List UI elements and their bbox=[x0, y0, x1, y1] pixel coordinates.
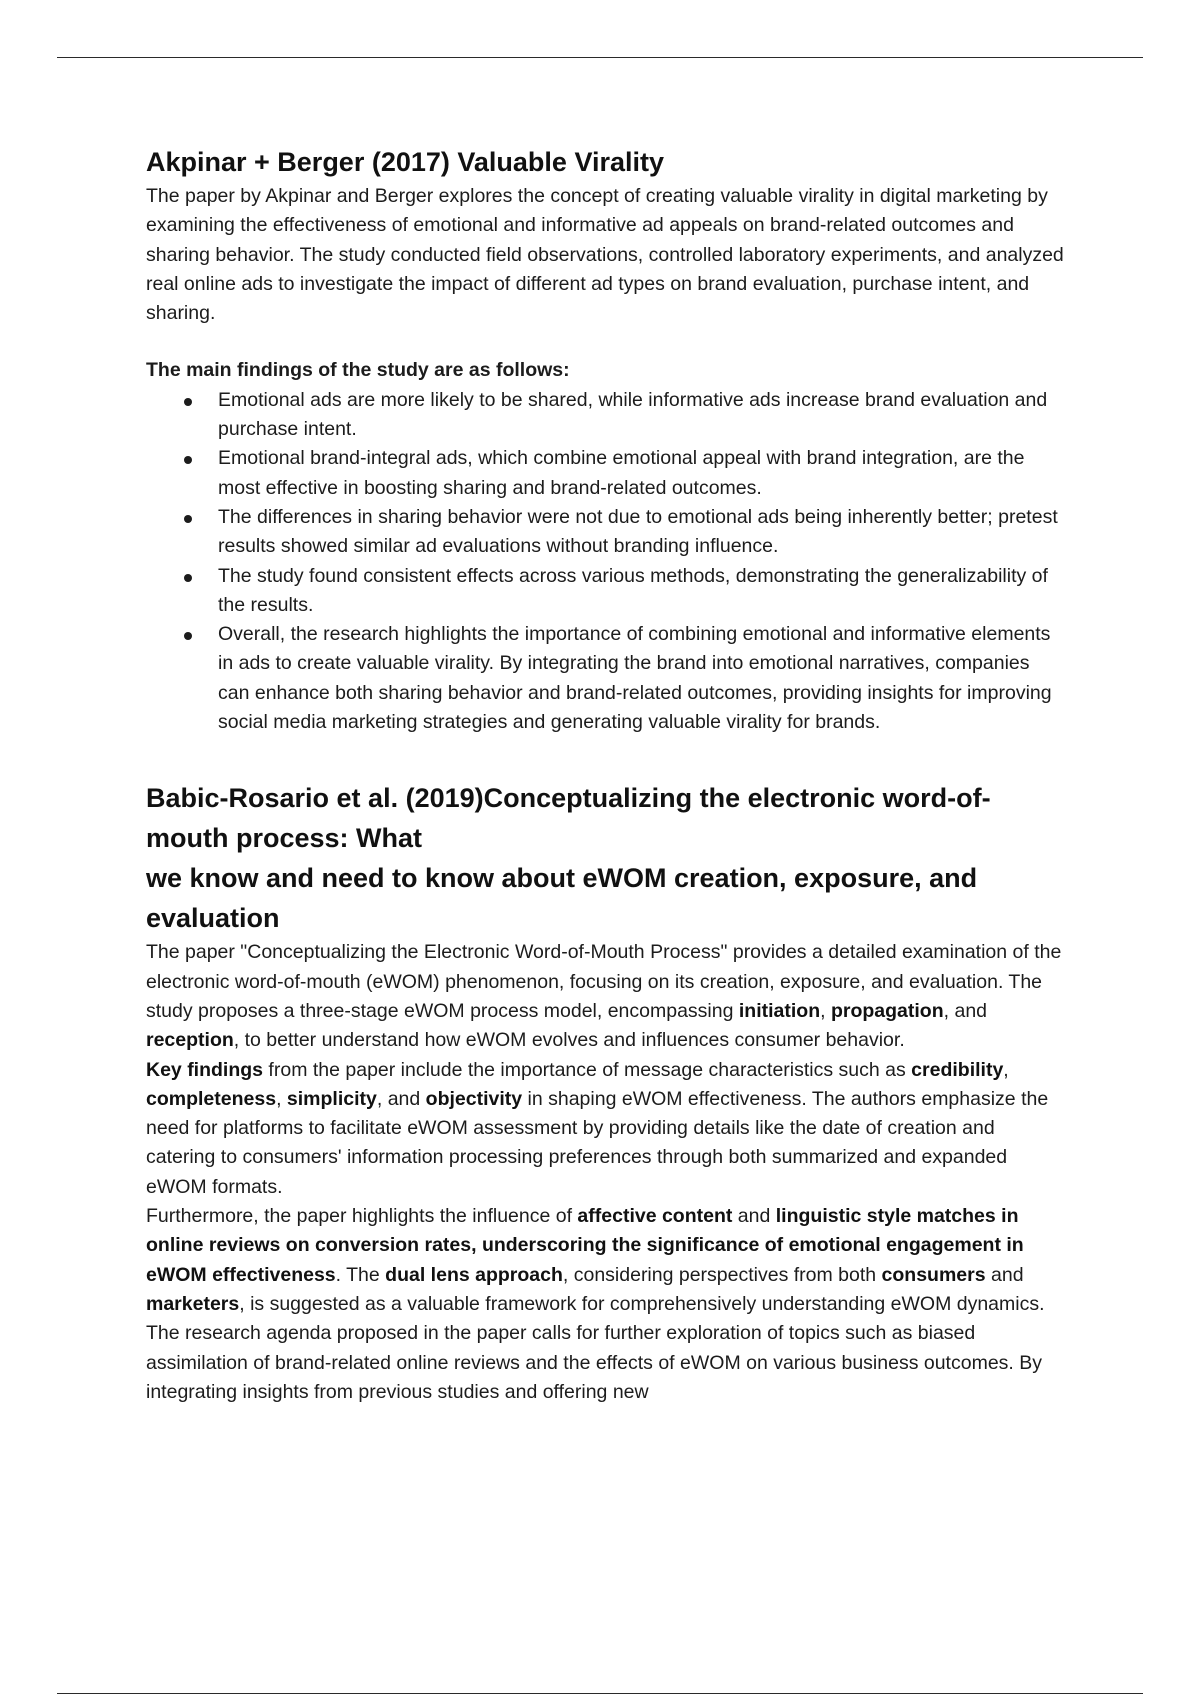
findings-heading: The main findings of the study are as follows: bbox=[146, 359, 570, 382]
body-text: . The bbox=[335, 1263, 386, 1286]
bullet-icon bbox=[184, 398, 192, 406]
bold-term: marketers bbox=[146, 1292, 240, 1315]
body-text: and bbox=[985, 1263, 1024, 1286]
list-item bbox=[146, 386, 1066, 445]
bullet-icon bbox=[184, 632, 192, 640]
bold-term: dual lens approach bbox=[385, 1263, 563, 1286]
list-item bbox=[146, 444, 1066, 503]
bold-term: simplicity bbox=[286, 1087, 377, 1110]
list-item-text: The study found consistent effects across various methods, demonstrating the generalizability of the results. bbox=[218, 564, 1048, 616]
list-item-text: Overall, the research highlights the importance of combining emotional and informative elements in ads to create valuable virality. By integrating the brand into emotional narratives, companies can enhance both sharing behavior and brand-related outcomes, providing insights for improving social media marketing strategies and generating valuable virality for brands. bbox=[218, 623, 1052, 734]
bullet-icon bbox=[184, 456, 192, 464]
section-intro-paragraph: The paper by Akpinar and Berger explores the concept of creating valuable virality in digital marketing by examining the effectiveness of emotional and informative ad appeals on brand-related outcomes and sharing behavior. The study conducted field observations, controlled laboratory experiments, and analyzed real online ads to investigate the impact of different ad types on brand evaluation, purchase intent, and sharing. bbox=[146, 185, 1064, 325]
bold-term: linguistic style matches in online reviews on conversion rates, underscoring the significance of emotional engagement in eWOM effectiveness bbox=[146, 1205, 1024, 1286]
body-paragraph: The research agenda proposed in the paper calls for further exploration of topics such as biased assimilation of brand-related online reviews and the effects of eWOM on various business outcomes. By integrating insights from previous studies and offering new bbox=[146, 1322, 1043, 1403]
body-text: , bbox=[1003, 1058, 1009, 1081]
body-text: The paper "Conceptualizing the Electronic Word-of-Mouth Process" provides a detailed examination of the electronic word-of-mouth (eWOM) phenomenon, focusing on its creation, exposure, and evaluation. The study proposes a three-stage eWOM process model, encompassing bbox=[146, 941, 1062, 1022]
bottom-divider bbox=[57, 1693, 1143, 1694]
body-text: , to better understand how eWOM evolves and influences consumer behavior. bbox=[233, 1029, 905, 1052]
bullet-icon bbox=[184, 574, 192, 582]
body-paragraph bbox=[146, 938, 1066, 1055]
list-item-text: The differences in sharing behavior were not due to emotional ads being inherently better; pretest results showed similar ad evaluations without branding influence. bbox=[218, 505, 1058, 558]
body-text: , is suggested as a valuable framework for comprehensively understanding eWOM dynamics. bbox=[239, 1292, 1045, 1315]
list-item-text: Emotional brand-integral ads, which combine emotional appeal with brand integration, are the most effective in boosting sharing and brand-related outcomes. bbox=[218, 447, 1025, 499]
list-item bbox=[146, 562, 1066, 621]
body-text: , and bbox=[943, 999, 988, 1022]
body-text: , and bbox=[376, 1087, 426, 1110]
body-text: Furthermore, the paper highlights the influence of bbox=[146, 1205, 578, 1228]
bold-term: consumers bbox=[881, 1263, 986, 1286]
bold-term: Key findings bbox=[146, 1058, 264, 1081]
bold-term: propagation bbox=[830, 999, 944, 1022]
body-text: from the paper include the importance of message characteristics such as bbox=[263, 1058, 912, 1081]
bold-term: completeness bbox=[146, 1087, 277, 1110]
section-babic-rosario bbox=[146, 778, 1066, 1407]
list-item bbox=[146, 503, 1066, 562]
body-text: , bbox=[820, 999, 831, 1022]
list-item-text: Emotional ads are more likely to be shared, while informative ads increase brand evaluation and purchase intent. bbox=[218, 388, 1048, 441]
body-text: and bbox=[732, 1205, 776, 1228]
section-title bbox=[146, 778, 1066, 938]
section-title-line: Babic-Rosario et al. (2019)Conceptualizing the electronic word-of-mouth process: What bbox=[146, 783, 991, 854]
document-body bbox=[146, 142, 1066, 1407]
bold-term: affective content bbox=[577, 1205, 733, 1228]
body-text: , considering perspectives from both bbox=[562, 1263, 882, 1286]
findings-list bbox=[146, 386, 1066, 738]
list-item bbox=[146, 620, 1066, 737]
bold-term: initiation bbox=[738, 999, 821, 1022]
section-title: Akpinar + Berger (2017) Valuable Virality bbox=[146, 147, 664, 177]
bold-term: objectivity bbox=[425, 1087, 523, 1110]
top-divider bbox=[57, 57, 1143, 58]
bold-term: reception bbox=[146, 1029, 234, 1052]
body-paragraph bbox=[146, 1056, 1066, 1202]
bullet-icon bbox=[184, 515, 192, 523]
body-paragraph bbox=[146, 1202, 1066, 1319]
section-title-line: we know and need to know about eWOM creation, exposure, and evaluation bbox=[146, 863, 978, 934]
body-text: , bbox=[276, 1087, 287, 1110]
bold-term: credibility bbox=[911, 1058, 1004, 1081]
body-text: in shaping eWOM effectiveness. The authors emphasize the need for platforms to facilitate eWOM assessment by providing details like the date of creation and catering to consumers' information processing preferences through both summarized and expanded eWOM formats. bbox=[146, 1087, 1049, 1198]
section-akpinar-berger bbox=[146, 142, 1066, 737]
